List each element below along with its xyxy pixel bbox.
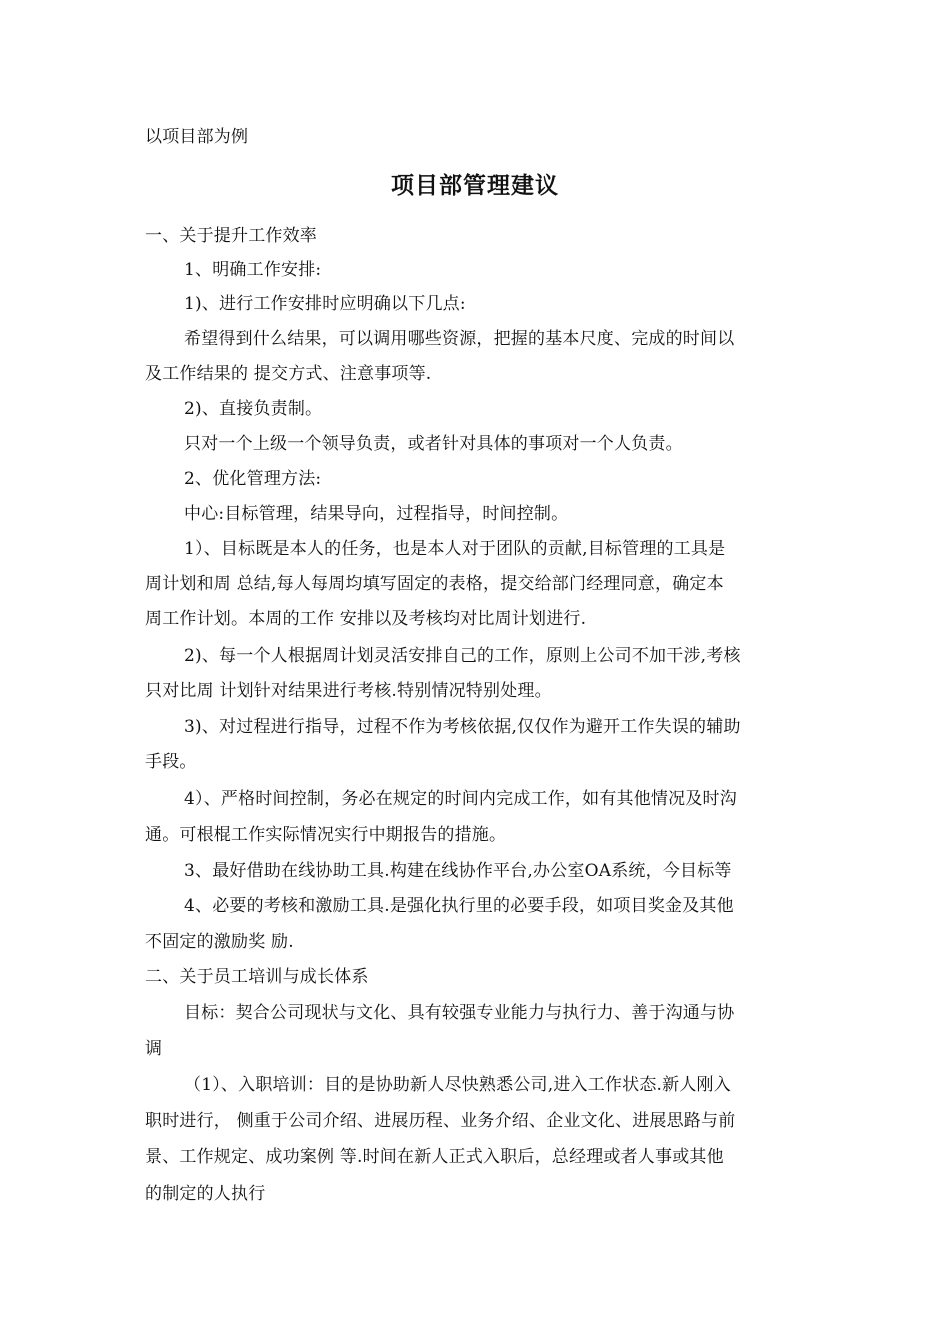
paragraph-line: 只对一个上级一个领导负责，或者针对具体的事项对一个人负责。 xyxy=(184,434,683,454)
subsection-heading: 4、必要的考核和激励工具.是强化执行里的必要手段，如项目奖金及其他 xyxy=(184,896,734,916)
paragraph-line: 调 xyxy=(145,1039,163,1059)
paragraph-line: 周计划和周 总结,每人每周均填写固定的表格，提交给部门经理同意，确定本 xyxy=(145,574,724,594)
paragraph-line: 目标：契合公司现状与文化、具有较强专业能力与执行力、善于沟通与协 xyxy=(184,1003,735,1023)
section-heading: 二、关于员工培训与成长体系 xyxy=(145,967,369,987)
paragraph-line: 只对比周 计划针对结果进行考核.特别情况特别处理。 xyxy=(145,681,552,701)
paragraph-line: 希望得到什么结果，可以调用哪些资源，把握的基本尺度、完成的时间以 xyxy=(184,329,735,349)
subsection-heading: 1、明确工作安排: xyxy=(184,260,322,280)
paragraph-line: 1)、进行工作安排时应明确以下几点: xyxy=(184,294,466,314)
paragraph-line: （1）、入职培训：目的是协助新人尽快熟悉公司,进入工作状态.新人刚入 xyxy=(184,1075,731,1095)
subsection-heading: 2、优化管理方法: xyxy=(184,469,322,489)
paragraph-line: 景、工作规定、成功案例 等.时间在新人正式入职后，总经理或者人事或其他 xyxy=(145,1147,724,1167)
section-heading: 一、关于提升工作效率 xyxy=(145,226,317,246)
paragraph-line: 3)、对过程进行指导，过程不作为考核依据,仅仅作为避开工作失误的辅助 xyxy=(184,717,741,737)
subsection-heading: 3、最好借助在线协助工具.构建在线协作平台,办公室OA系统，今目标等 xyxy=(184,861,732,881)
paragraph-line: 手段。 xyxy=(145,752,197,772)
paragraph-line: 周工作计划。本周的工作 安排以及考核均对比周计划进行. xyxy=(145,609,587,629)
paragraph-line: 中心:目标管理，结果导向，过程指导，时间控制。 xyxy=(184,504,569,524)
paragraph-line: 4）、严格时间控制，务必在规定的时间内完成工作，如有其他情况及时沟 xyxy=(184,789,737,809)
paragraph-line: 的制定的人执行 xyxy=(145,1184,266,1204)
paragraph-line: 1）、目标既是本人的任务，也是本人对于团队的贡献,目标管理的工具是 xyxy=(184,539,726,559)
header-note: 以项目部为例 xyxy=(145,127,249,147)
paragraph-line: 2)、每一个人根据周计划灵活安排自己的工作，原则上公司不加干涉,考核 xyxy=(184,646,741,666)
paragraph-line: 通。可根棍工作实际情况实行中期报告的措施。 xyxy=(145,825,507,845)
paragraph-line: 不固定的激励奖 励. xyxy=(145,932,294,952)
paragraph-line: 职时进行， 侧重于公司介绍、进展历程、业务介绍、企业文化、进展思路与前 xyxy=(145,1111,736,1131)
paragraph-line: 及工作结果的 提交方式、注意事项等. xyxy=(145,364,432,384)
paragraph-line: 2)、直接负责制。 xyxy=(184,399,323,419)
page-title: 项目部管理建议 xyxy=(391,173,559,199)
